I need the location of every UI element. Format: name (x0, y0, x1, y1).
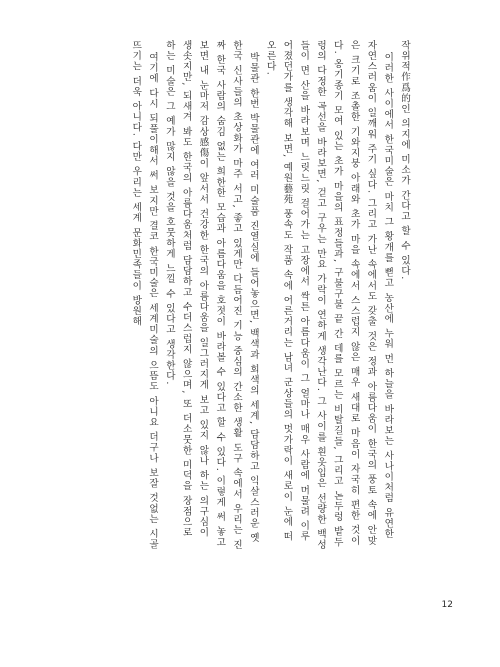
vertical-body-text (112, 40, 412, 550)
paragraph-4: 여기에 다시 되풀이해서 써 보지만 결코 한국미술은 세계미술의 으뜸도 아니요 더구나 보잘 것없는 시골뜨기는 더욱 아니다. 다만 우리는 세계 문화민족들이 방원해 (130, 40, 159, 550)
paragraph-3: 박물관 한번 박물관에 여러 미술품 진열실에 들어놓으면, 백색과 회색의 세계, 담담하고 익살스러운 옛 한국 신사들의 초상화가 마주 서고, 좋고 있게만 다듬어진 기능 중심의 간소한 생활 도구 속에서 우리는 진짜 한국 사람의 숨김 없는 희한한 모습과 아름다움을 호젓이 바라볼 수 있다고 할 수 있다. 이렇게 써 놓고 보면 내 눈마저 감상感傷이 앞서서 건강한 한국의 아름다움을 일그러지게 보고 있지 않나 하는 의구심이 생솟지만, 되새겨 봐도 한국의 아름다움처럼 담담하고 수더스럽지 않으며, 또 더소뭇한 미덕을 장점으로 하는 미술은 그 예가 많지 않을 것을 호뭇하게 느낄 수 있다고 생각한다. (163, 40, 259, 550)
page-number: 12 (441, 600, 453, 610)
paragraph-1: 작위적作爲的인 의지에 미소가 간다고 할 수 있다. (399, 40, 410, 281)
paragraph-2: 이러한 사이에서 한국미술은 마치 그 황개를 뻗고 농산에 누워 먼 하늘을 바라보는 사나이처럼 유연한 자연스러움이 일깨워 주기 싶다. 그리고 가난 속에서도 갖출 것은 정과 아름다움이 한국의 풍토 속에 안맞은 크기로 조촐한 기와지붕 아래와 초가 마을 속에서 스스럽지 않은 매우 새대로 마음이 자국히 편한 것이다. 옹기종기 모여 있는 초가 마을의 표정들과, 구불구불 끝 간 데를 모르는 비탈길들, 그리고 논두렁 밭두렁의 다정한 곡선을 바라보면, 걷고 구우는 만요 가락이 연하게 생각난다. 그 사이를 흰옷입은 선량한 백성들이 면 산을 바라보며 느릿느릿 걸어가는 고장에서 싹튼 아름다움이 그 얼마나 매우 사람에 머물려 이루어졌던가를 생각해 보면, 예원藝苑 풍속도 작품 속에 어른거리는 남녀 군상들의 멋가락이 새로이 눈에 떠오른다. (264, 40, 394, 550)
